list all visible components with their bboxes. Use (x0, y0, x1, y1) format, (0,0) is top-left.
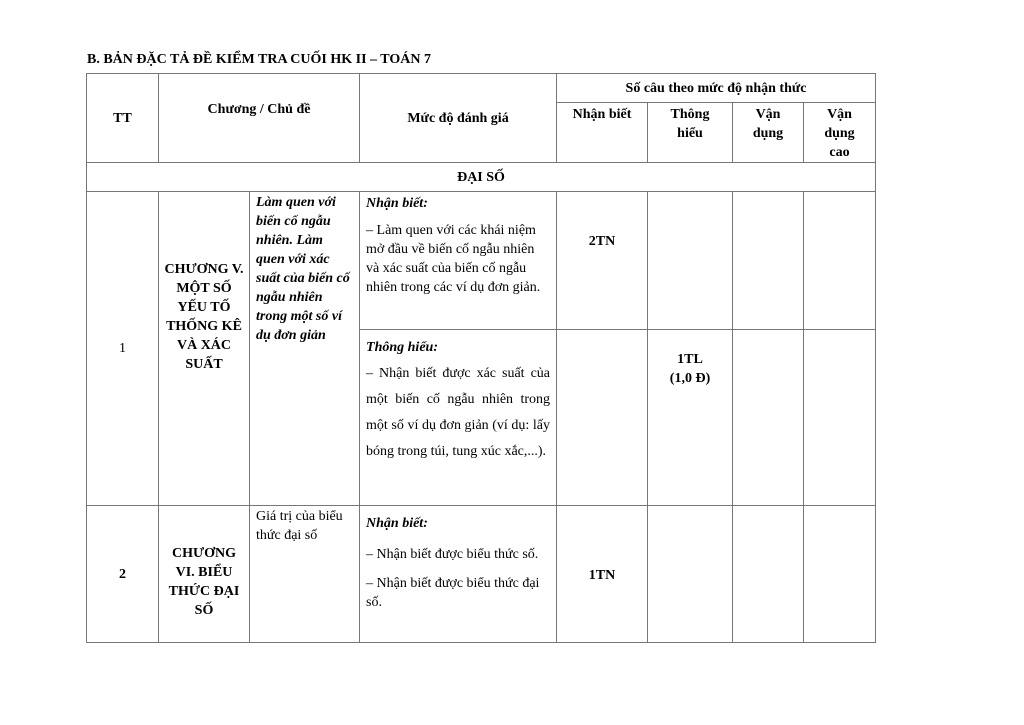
level-cell (360, 506, 557, 643)
row-chuong: CHƯƠNG V. MỘT SỐ YẾU TỐ THỐNG KÊ VÀ XÁC SUẤT (159, 192, 250, 506)
row-tt: 2 (87, 506, 159, 643)
header-muc-do-danh-gia: Mức độ đánh giá (360, 74, 557, 163)
row-chuong: CHƯƠNG VI. BIỂU THỨC ĐẠI SỐ (159, 506, 250, 643)
header-tt: TT (87, 74, 159, 163)
header-chuong-chu-de: Chương / Chủ đề (159, 74, 360, 163)
level-cell (360, 192, 557, 330)
level-label: Nhận biết: (366, 196, 428, 211)
count-thong-hieu (648, 330, 733, 506)
specification-table (86, 73, 876, 643)
level-description: – Nhận biết được biểu thức số. (366, 547, 539, 562)
row-chu-de: Làm quen với biến cố ngẫu nhiên. Làm quen với xác suất của biến cố ngẫu nhiên trong một số ví dụ đơn giản (250, 192, 360, 506)
level-description: – Nhận biết được xác suất của một biến cố ngẫu nhiên trong một số ví dụ đơn giản (ví dụ: lấy bóng trong túi, tung xúc xắc,...). (366, 366, 551, 459)
section-row (87, 163, 876, 192)
level-label: Thông hiểu: (366, 340, 438, 355)
level-description: – Nhận biết được biểu thức đại số. (366, 576, 540, 610)
section-dai-so: ĐẠI SỐ (87, 163, 876, 192)
count-van-dung (733, 330, 804, 506)
count-thong-hieu-value: 1TL (677, 352, 703, 367)
count-nhan-biet: 2TN (557, 192, 648, 330)
table-row (87, 192, 876, 330)
count-thong-hieu-score: (1,0 Đ) (669, 371, 711, 386)
count-van-dung (733, 506, 804, 643)
header-nhan-biet: Nhận biết (557, 103, 648, 163)
level-description: – Làm quen với các khái niệm mở đầu về biến cố ngẫu nhiên và xác suất của biến cố ngẫu nhiên trong các ví dụ đơn giản. (366, 223, 541, 295)
header-thong-hieu: Thông hiểu (648, 103, 733, 163)
header-van-dung-cao: Vận dụng cao (804, 103, 876, 163)
level-label: Nhận biết: (366, 516, 428, 531)
count-van-dung-cao (804, 192, 876, 330)
count-thong-hieu (648, 506, 733, 643)
count-van-dung-cao (804, 330, 876, 506)
row-chu-de: Giá trị của biểu thức đại số (250, 506, 360, 643)
count-nhan-biet (557, 330, 648, 506)
count-van-dung (733, 192, 804, 330)
count-thong-hieu (648, 192, 733, 330)
row-tt: 1 (87, 192, 159, 506)
table-row (87, 506, 876, 643)
level-cell (360, 330, 557, 506)
header-van-dung: Vận dụng (733, 103, 804, 163)
header-so-cau: Số câu theo mức độ nhận thức (557, 74, 876, 103)
count-nhan-biet: 1TN (557, 506, 648, 643)
count-van-dung-cao (804, 506, 876, 643)
header-row-1 (87, 74, 876, 103)
document-title: B. BẢN ĐẶC TẢ ĐỀ KIỂM TRA CUỐI HK II – TOÁN 7 (87, 52, 431, 67)
